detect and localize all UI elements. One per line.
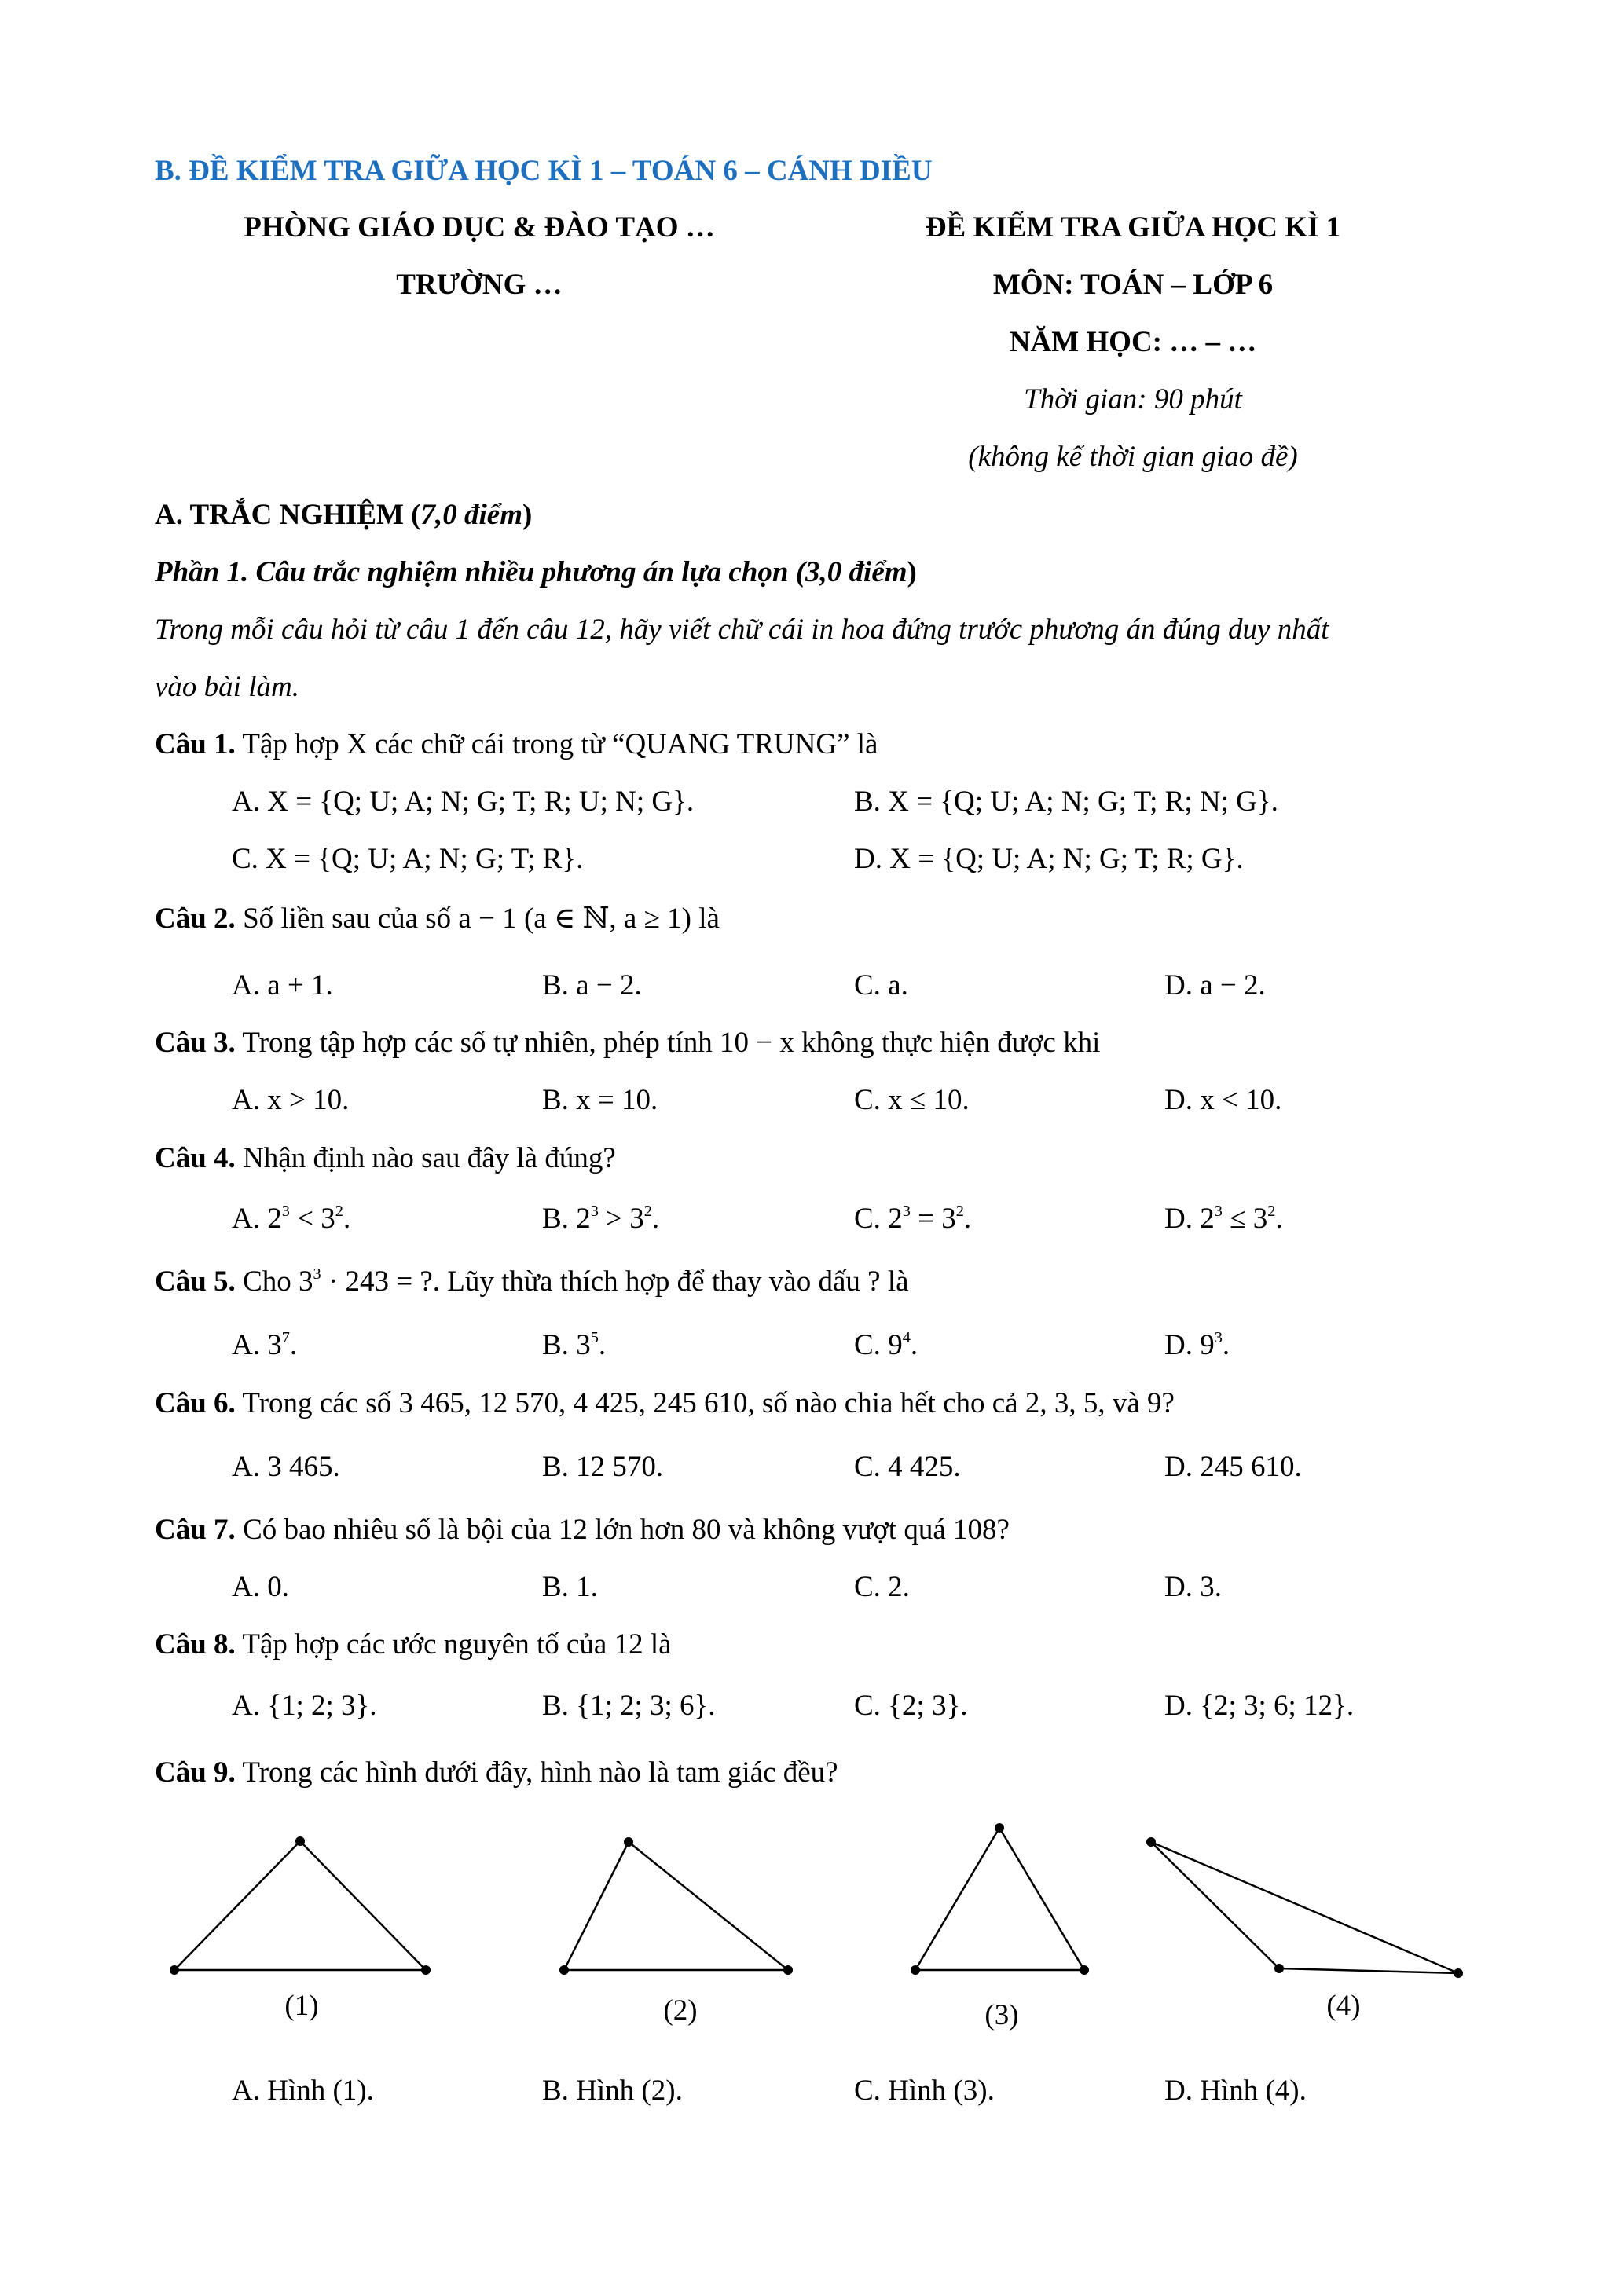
q8-option-c[interactable]: C. {2; 3}. [854,1690,968,1722]
vertex-dot [783,1965,793,1975]
q7-option-c[interactable]: C. 2. [854,1571,910,1603]
instructions-line-1: Trong mỗi câu hỏi từ câu 1 đến câu 12, hãy viết chữ cái in hoa đứng trước phương án đúng duy nhất [155,613,1329,646]
vertex-dot [1080,1965,1089,1975]
question-1: Câu 1. Tập hợp X các chữ cái trong từ “QUANG TRUNG” là [155,728,878,760]
q4-option-c[interactable]: C. $2^3 = 3^2$. [854,1202,972,1235]
question-5: Câu 5. Cho $3^3 \cdot 243$ = ?. Lũy thừa thích hợp để thay vào dấu ? là [155,1265,909,1298]
figure-label-3: (3) [984,1999,1019,2031]
q6-option-d[interactable]: D. 245 610. [1164,1451,1302,1483]
vertex-dot [295,1836,305,1846]
vertex-dot [1454,1968,1463,1978]
triangle-4 [1151,1842,1458,1973]
vertex-dot [559,1965,569,1975]
q4-option-a[interactable]: A. $2^3 < 3^2$. [232,1202,351,1235]
q9-option-b[interactable]: B. Hình (2). [542,2074,683,2107]
q4-option-d[interactable]: D. $2^3 \le 3^2$. [1164,1202,1283,1235]
q8-option-d[interactable]: D. {2; 3; 6; 12}. [1164,1690,1355,1722]
vertex-dot [421,1965,431,1975]
figure-label-1: (1) [284,1990,319,2022]
header-subject: MÔN: TOÁN – LỚP 6 [992,269,1274,301]
q5-option-c[interactable]: C. $9^4$. [854,1328,918,1361]
q5-option-d[interactable]: D. $9^3$. [1164,1328,1230,1361]
vertex-dot [624,1837,633,1847]
header-department: PHÒNG GIÁO DỤC & ĐÀO TẠO … [244,211,715,244]
q3-option-c[interactable]: C. x ≤ 10. [854,1084,970,1116]
q9-option-a[interactable]: A. Hình (1). [232,2074,374,2107]
q2-option-b[interactable]: B. a − 2. [542,969,642,1002]
q8-option-b[interactable]: B. {1; 2; 3; 6}. [542,1690,716,1722]
q1-option-c[interactable]: C. X = {Q; U; A; N; G; T; R}. [232,843,584,875]
question-7: Câu 7. Có bao nhiêu số là bội của 12 lớn hơn 80 và không vượt quá 108? [155,1514,1010,1546]
header-school: TRƯỜNG … [396,269,563,301]
q2-option-d[interactable]: D. a − 2. [1164,969,1266,1002]
triangle-3 [915,1828,1084,1970]
instructions-line-2: vào bài làm. [155,671,299,703]
triangle-2 [564,1842,788,1970]
q3-option-d[interactable]: D. x < 10. [1164,1084,1282,1116]
vertex-dot [1146,1837,1156,1847]
triangle-1 [174,1841,426,1970]
question-6: Câu 6. Trong các số 3 465, 12 570, 4 425, 245 610, số nào chia hết cho cả 2, 3, 5, và 9? [155,1387,1175,1419]
question-4: Câu 4. Nhận định nào sau đây là đúng? [155,1142,616,1174]
part1-heading: Phần 1. Câu trắc nghiệm nhiều phương án lựa chọn (3,0 điểm) [155,556,917,588]
section-title: B. ĐỀ KIỂM TRA GIỮA HỌC KÌ 1 – TOÁN 6 – CÁNH DIỀU [155,155,933,187]
q6-option-b[interactable]: B. 12 570. [542,1451,664,1483]
vertex-dot [1274,1964,1284,1973]
figure-label-4: (4) [1326,1990,1361,2022]
q5-option-a[interactable]: A. $3^7$. [232,1328,298,1361]
figure-label-2: (2) [663,1994,698,2027]
q1-option-a[interactable]: A. X = {Q; U; A; N; G; T; R; U; N; G}. [232,785,695,818]
question-2: Câu 2. Số liền sau của số a − 1 (a ∈ ℕ, a ≥ 1) là [155,903,720,935]
q1-option-d[interactable]: D. X = {Q; U; A; N; G; T; R; G}. [854,843,1244,875]
question-9: Câu 9. Trong các hình dưới đây, hình nào là tam giác đều? [155,1756,838,1789]
question-8: Câu 8. Tập hợp các ước nguyên tố của 12 là [155,1628,672,1661]
vertex-dot [911,1965,920,1975]
q6-option-c[interactable]: C. 4 425. [854,1451,961,1483]
q4-option-b[interactable]: B. $2^3 > 3^2$. [542,1202,660,1235]
q1-option-b[interactable]: B. X = {Q; U; A; N; G; T; R; N; G}. [854,785,1278,818]
q7-option-b[interactable]: B. 1. [542,1571,598,1603]
header-time: Thời gian: 90 phút [1024,383,1242,416]
q7-option-d[interactable]: D. 3. [1164,1571,1222,1603]
q9-option-d[interactable]: D. Hình (4). [1164,2074,1307,2107]
header-exam-title: ĐỀ KIỂM TRA GIỮA HỌC KÌ 1 [925,211,1341,244]
q7-option-a[interactable]: A. 0. [232,1571,289,1603]
q2-option-a[interactable]: A. a + 1. [232,969,333,1002]
q8-option-a[interactable]: A. {1; 2; 3}. [232,1690,377,1722]
header-school-year: NĂM HỌC: … – … [1009,326,1257,358]
vertex-dot [170,1965,179,1975]
q3-option-b[interactable]: B. x = 10. [542,1084,658,1116]
question-3: Câu 3. Trong tập hợp các số tự nhiên, phép tính 10 − x không thực hiện được khi [155,1027,1101,1059]
q3-option-a[interactable]: A. x > 10. [232,1084,350,1116]
q9-option-c[interactable]: C. Hình (3). [854,2074,995,2107]
q5-option-b[interactable]: B. $3^5$. [542,1328,607,1361]
q2-option-c[interactable]: C. a. [854,969,908,1002]
part-a-heading: A. TRẮC NGHIỆM (7,0 điểm) [155,499,533,531]
q6-option-a[interactable]: A. 3 465. [232,1451,340,1483]
header-note: (không kể thời gian giao đề) [968,441,1298,473]
vertex-dot [995,1823,1004,1833]
